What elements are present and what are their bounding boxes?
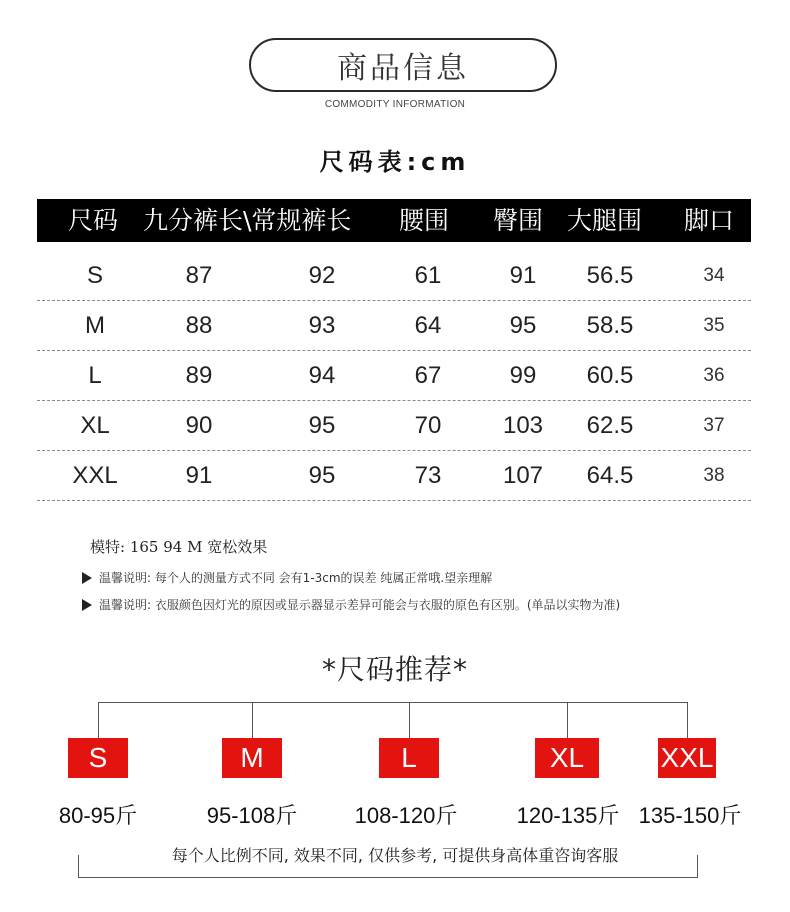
table-cell: 103 bbox=[502, 412, 544, 439]
col-hem: 脚口 bbox=[684, 206, 735, 235]
triangle-icon bbox=[82, 572, 92, 584]
table-cell: 37 bbox=[703, 415, 725, 436]
col-length: 九分裤长\常规裤长 bbox=[143, 206, 352, 235]
weight-range: 135-150斤 bbox=[638, 803, 742, 828]
table-cell: XXL bbox=[72, 462, 118, 489]
page-subtitle: COMMODITY INFORMATION bbox=[324, 99, 466, 110]
size-badge: XL bbox=[535, 738, 599, 778]
connector-line bbox=[98, 702, 687, 703]
table-cell: 73 bbox=[414, 462, 442, 489]
table-row bbox=[37, 351, 751, 401]
connector-drop bbox=[687, 702, 688, 738]
table-row bbox=[37, 301, 751, 351]
weight-range: 95-108斤 bbox=[206, 803, 298, 828]
connector-drop bbox=[409, 702, 410, 738]
size-table-header bbox=[37, 199, 751, 242]
table-cell: S bbox=[86, 262, 103, 289]
tip-measurement bbox=[82, 569, 492, 586]
size-table-title: 尺码表:cm bbox=[319, 148, 471, 176]
size-badge: M bbox=[222, 738, 282, 778]
table-cell: XL bbox=[80, 412, 110, 439]
table-cell: 64.5 bbox=[586, 462, 634, 489]
table-cell: M bbox=[85, 312, 105, 339]
table-cell: 94 bbox=[308, 362, 336, 389]
table-cell: L bbox=[88, 362, 102, 389]
connector-drop bbox=[567, 702, 568, 738]
header-pill bbox=[249, 38, 557, 92]
table-cell: 34 bbox=[703, 265, 725, 286]
tip-color-text: 温馨说明: 衣服颜色因灯光的原因或显示器显示差异可能会与衣服的原色有区别。(单品以实物为准) bbox=[99, 598, 621, 612]
size-badge: XXL bbox=[658, 738, 716, 778]
size-badge: S bbox=[68, 738, 128, 778]
table-cell: 62.5 bbox=[586, 412, 634, 439]
weight-range: 108-120斤 bbox=[354, 803, 458, 828]
tip-color bbox=[82, 596, 620, 613]
recommendation-title: *尺码推荐* bbox=[321, 653, 468, 686]
col-hip: 臀围 bbox=[493, 206, 544, 235]
model-info: 模特: 165 94 M 宽松效果 bbox=[90, 538, 268, 556]
table-cell: 91 bbox=[509, 262, 537, 289]
col-thigh: 大腿围 bbox=[567, 206, 643, 235]
table-cell: 91 bbox=[185, 462, 213, 489]
table-cell: 60.5 bbox=[586, 362, 634, 389]
table-cell: 107 bbox=[502, 462, 544, 489]
table-cell: 36 bbox=[703, 365, 725, 386]
table-cell: 95 bbox=[308, 412, 336, 439]
table-cell: 61 bbox=[414, 262, 442, 289]
table-cell: 89 bbox=[185, 362, 213, 389]
recommendation-footer: 每个人比例不同, 效果不同, 仅供参考, 可提供身高体重咨询客服 bbox=[171, 846, 619, 865]
table-cell: 95 bbox=[308, 462, 336, 489]
size-badge: L bbox=[379, 738, 439, 778]
connector-drop bbox=[98, 702, 99, 738]
table-row bbox=[37, 451, 751, 501]
table-cell: 64 bbox=[414, 312, 442, 339]
table-cell: 35 bbox=[703, 315, 725, 336]
table-cell: 93 bbox=[308, 312, 336, 339]
col-size: 尺码 bbox=[68, 206, 119, 235]
page-title: 商品信息 bbox=[337, 51, 469, 86]
table-cell: 38 bbox=[703, 465, 725, 486]
table-cell: 90 bbox=[185, 412, 213, 439]
weight-range: 120-135斤 bbox=[516, 803, 620, 828]
weight-range: 80-95斤 bbox=[58, 803, 138, 828]
table-cell: 99 bbox=[509, 362, 537, 389]
table-cell: 67 bbox=[414, 362, 442, 389]
connector-drop bbox=[252, 702, 253, 738]
triangle-icon bbox=[82, 599, 92, 611]
table-row bbox=[37, 251, 751, 301]
tip-measurement-text: 温馨说明: 每个人的测量方式不同 会有1-3cm的误差 纯属正常哦.望亲理解 bbox=[99, 571, 493, 585]
table-cell: 88 bbox=[185, 312, 213, 339]
table-cell: 56.5 bbox=[586, 262, 634, 289]
table-cell: 70 bbox=[414, 412, 442, 439]
table-cell: 92 bbox=[308, 262, 336, 289]
table-cell: 95 bbox=[509, 312, 537, 339]
table-cell: 58.5 bbox=[586, 312, 634, 339]
table-cell: 87 bbox=[185, 262, 213, 289]
bracket-bottom bbox=[78, 877, 698, 878]
col-waist: 腰围 bbox=[399, 206, 450, 235]
table-row bbox=[37, 401, 751, 451]
